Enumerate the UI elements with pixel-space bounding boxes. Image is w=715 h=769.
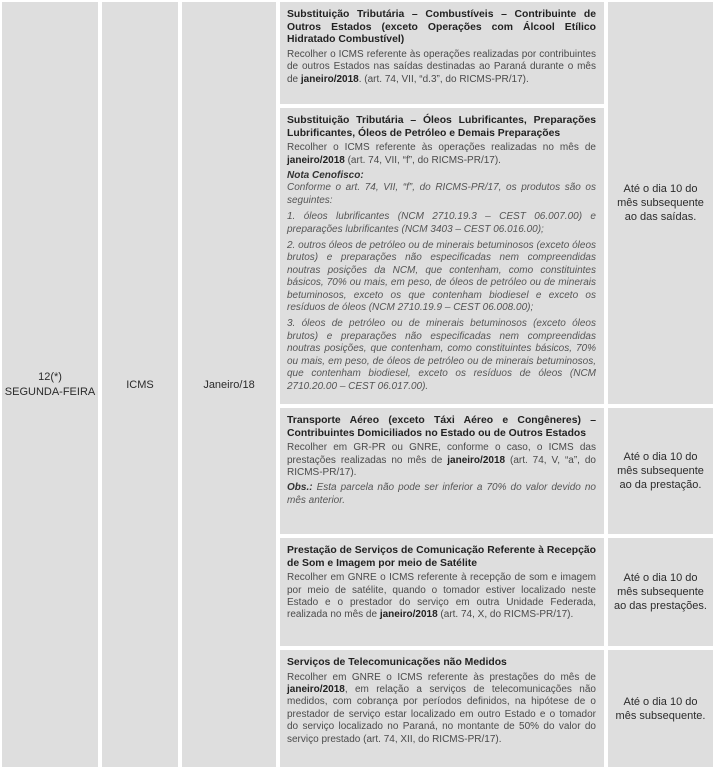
entry-title: Substituição Tributária – Combustíveis – Contribuinte de Outros Estados (exceto Operações com Álcool Etílico Hidratado Combustível) [287, 9, 596, 46]
weekday: SEGUNDA-FEIRA [4, 385, 96, 398]
due-cell-prestacao [608, 408, 713, 534]
entry-obs: Obs.: Esta parcela não pode ser inferior a 70% do valor devido no mês anterior. [287, 482, 596, 506]
date-cell [2, 2, 98, 767]
note-intro: Conforme o art. 74, VII, “f”, do RICMS-PR/17, os produtos são os seguintes: [287, 182, 596, 206]
due-text: Até o dia 10 do mês subsequente. [615, 695, 706, 722]
day-number: 12(*) [38, 370, 62, 383]
due-text: Até o dia 10 do mês subsequente ao das prestações. [614, 572, 707, 612]
note-title: Nota Cenofisco: [287, 170, 364, 181]
entry-title: Transporte Aéreo (exceto Táxi Aéreo e Congêneres) – Contribuintes Domiciliados no Estado ou de Outros Estados [287, 415, 596, 439]
entry-text: Recolher em GR-PR ou GNRE, conforme o caso, o ICMS das prestações realizadas no mês de janeiro/2018 (art. 74, V, “a”, do RICMS-PR/17). [287, 442, 596, 478]
note-item-3: 3. óleos de petróleo ou de minerais betuminosos (exceto óleos brutos) e preparações não especificadas nem compreendidas noutras posições, que contenham, como constituintes básicos, 70% ou mais, em peso, de óleos de petróleo ou de minerais betuminosos, que contenham biodiesel, exceto os resíduos de óleos (NCM 2710.20.00 – CEST 06.017.00). [287, 318, 596, 392]
note-item-2: 2. outros óleos de petróleo ou de minerais betuminosos (exceto óleos brutos) e preparações não especificadas nem compreendidas noutras posições da NCM, que contenham, como constituintes básicos, 70% ou mais, em peso, de óleos de petróleo ou de minerais betuminosos, exceto os que contenham biodiesel e exceto os resíduos de óleos (NCM 2710.19.9 – CEST 06.008.00); [287, 240, 596, 314]
entry-title: Serviços de Telecomunicações não Medidos [287, 657, 507, 668]
tax-cell [102, 2, 178, 767]
tax-name: ICMS [126, 378, 154, 391]
period-value: Janeiro/18 [203, 378, 255, 391]
entry-text: Recolher o ICMS referente às operações realizadas por contribuintes de outros Estados nas saídas destinadas ao Paraná durante o mês de janeiro/2018. (art. 74, VII, “d.3”, do RICMS-PR/17). [287, 48, 596, 85]
entry-telecomunicacoes [280, 650, 604, 767]
entry-title: Substituição Tributária – Óleos Lubrificantes, Preparações Lubrificantes, Óleos de Petróleo e Demais Preparações [287, 115, 596, 139]
entry-transporte-aereo [280, 408, 604, 534]
entry-text: Recolher em GNRE o ICMS referente à recepção de som e imagem por meio de satélite, quando o tomador estiver localizado neste Estado e o prestador do serviço em outra Unidade Federada, realizada no mês de janeiro/2018 (art. 74, X, do RICMS-PR/17). [287, 572, 596, 621]
due-text: Até o dia 10 do mês subsequente ao da prestação. [617, 451, 704, 491]
entry-text: Recolher em GNRE o ICMS referente às prestações do mês de janeiro/2018, em relação a serviços de telecomunicações não medidos, com cobrança por períodos definidos, na hipótese de o prestador de serviço estar localizado em outro Estado e o tomador do serviço localizado no Paraná, no montante de 50% do valor do serviço prestado (art. 74, XII, do RICMS-PR/17). [287, 671, 596, 745]
due-cell-prestacoes [608, 538, 713, 646]
entry-title: Prestação de Serviços de Comunicação Referente à Recepção de Som e Imagem por meio de Satélite [287, 545, 596, 569]
note-item-1: 1. óleos lubrificantes (NCM 2710.19.3 – CEST 06.007.00) e preparações lubrificantes (NCM 3403 – CEST 06.016.00); [287, 211, 596, 235]
period-cell [182, 2, 276, 767]
due-cell-subsequente [608, 650, 713, 767]
entry-combustiveis [280, 2, 604, 104]
entry-oleos [280, 108, 604, 404]
entry-text: Recolher o ICMS referente às operações realizadas no mês de janeiro/2018 (art. 74, VII, “f”, do RICMS-PR/17). [287, 142, 596, 166]
due-cell-saidas [608, 2, 713, 404]
due-text: Até o dia 10 do mês subsequente ao das saídas. [617, 183, 704, 223]
entry-comunicacao-satelite [280, 538, 604, 646]
